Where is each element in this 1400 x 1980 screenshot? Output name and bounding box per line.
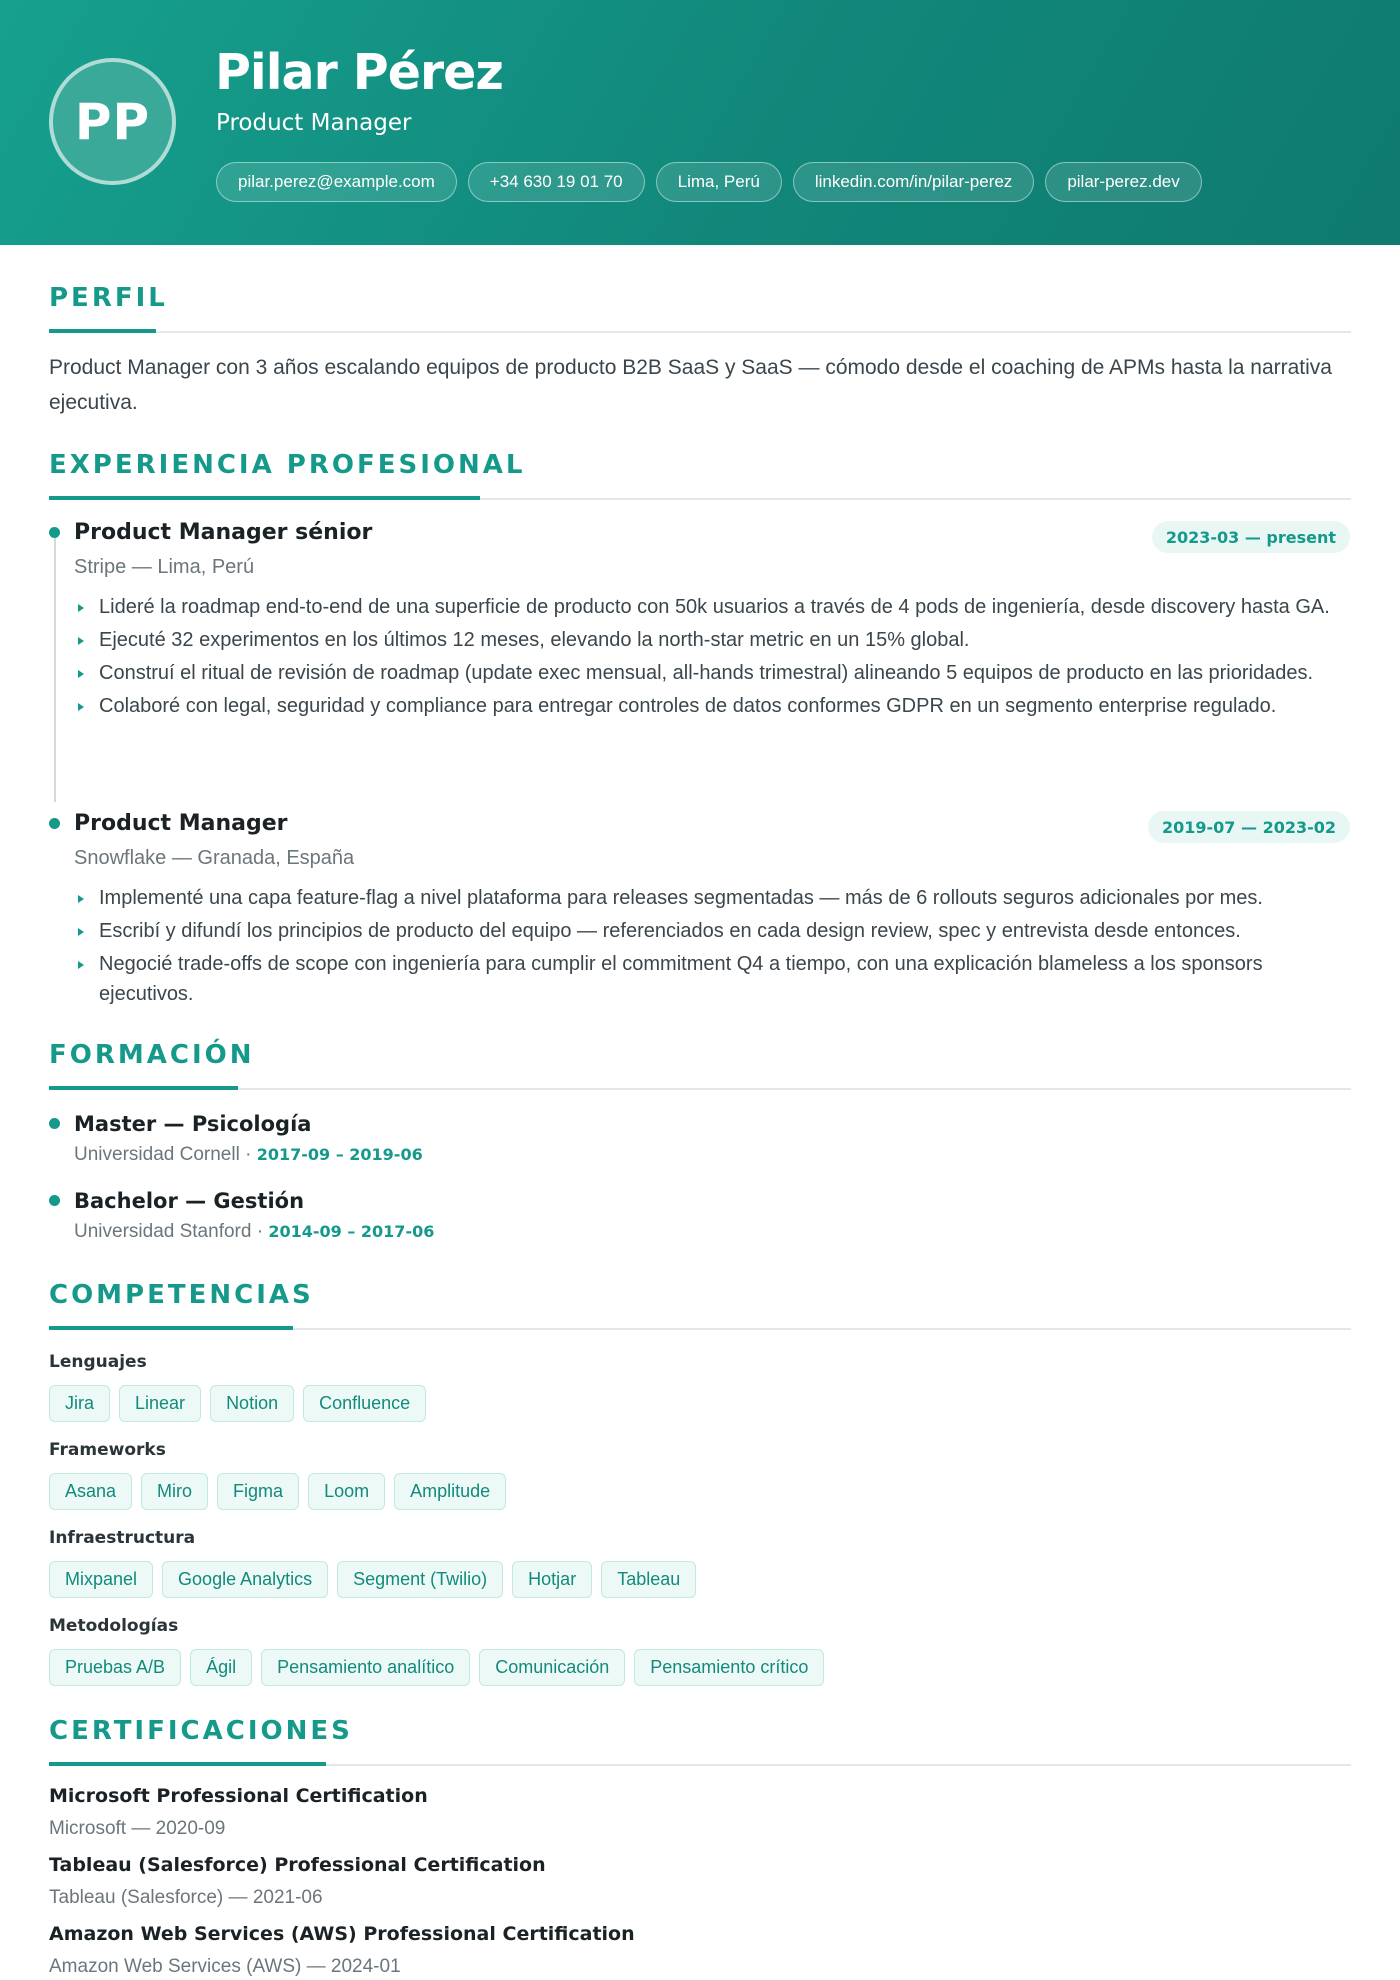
timeline-dot xyxy=(49,1195,60,1206)
timeline-dot xyxy=(49,527,60,538)
certification-name: Amazon Web Services (AWS) Professional Certification xyxy=(49,1923,635,1945)
education-meta xyxy=(74,1144,423,1166)
section-title-profile: PERFIL xyxy=(49,283,168,313)
list-item: Colaboré con legal, seguridad y compliance para entregar controles de datos conformes GDPR en un segmento enterprise regulado. xyxy=(74,691,1344,721)
job-achievements xyxy=(74,592,1344,721)
skill-tag: Amplitude xyxy=(394,1473,506,1510)
section-divider xyxy=(49,331,1351,333)
list-item: Ejecuté 32 experimentos en los últimos 12 meses, elevando la north-star metric en un 15% global. xyxy=(74,625,1344,655)
bullet-arrow-icon xyxy=(78,895,84,903)
timeline-dot xyxy=(49,818,60,829)
timeline-dot xyxy=(49,1118,60,1129)
bullet-arrow-icon xyxy=(78,604,84,612)
skill-tag: Ágil xyxy=(190,1649,252,1686)
skill-tags xyxy=(49,1385,426,1422)
timeline-line xyxy=(54,535,56,802)
skill-tags xyxy=(49,1561,696,1598)
contact-website[interactable]: pilar-perez.dev xyxy=(1045,162,1201,202)
job-title: Product Manager xyxy=(74,811,288,836)
education-degree: Master — Psicología xyxy=(74,1112,312,1136)
candidate-name: Pilar Pérez xyxy=(215,44,503,101)
bullet-arrow-icon xyxy=(78,961,84,969)
skill-group-label: Frameworks xyxy=(49,1440,166,1460)
section-divider-accent xyxy=(49,1326,293,1330)
list-item: Implementé una capa feature-flag a nivel plataforma para releases segmentadas — más de 6 rollouts seguros adicionales por mes. xyxy=(74,883,1344,913)
skill-tag: Notion xyxy=(210,1385,294,1422)
skill-tag: Loom xyxy=(308,1473,385,1510)
skill-group-label: Metodologías xyxy=(49,1616,179,1636)
education-degree: Bachelor — Gestión xyxy=(74,1189,305,1213)
job-dates: 2023-03 — present xyxy=(1152,521,1350,553)
skill-tag: Comunicación xyxy=(479,1649,625,1686)
section-divider-accent xyxy=(49,1762,326,1766)
section-title-education: FORMACIÓN xyxy=(49,1040,255,1070)
section-title-skills: COMPETENCIAS xyxy=(49,1280,314,1310)
job-company: Stripe — Lima, Perú xyxy=(74,556,255,578)
education-dates: 2017-09 – 2019-06 xyxy=(256,1145,423,1164)
list-item: Lideré la roadmap end-to-end de una superficie de producto con 50k usuarios a través de 4 pods de ingeniería, desde discovery hasta GA. xyxy=(74,592,1344,622)
skill-tag: Pensamiento crítico xyxy=(634,1649,824,1686)
certification-meta: Tableau (Salesforce) — 2021-06 xyxy=(49,1887,323,1908)
list-item: Construí el ritual de revisión de roadmap (update exec mensual, all-hands trimestral) alineando 5 equipos de producto en las prioridades. xyxy=(74,658,1344,688)
bullet-arrow-icon xyxy=(78,670,84,678)
skill-tag: Hotjar xyxy=(512,1561,592,1598)
certification-meta: Microsoft — 2020-09 xyxy=(49,1818,226,1839)
education-school: Universidad Cornell · xyxy=(74,1144,257,1165)
skill-tag: Tableau xyxy=(601,1561,696,1598)
skill-tag: Confluence xyxy=(303,1385,426,1422)
contact-location: Lima, Perú xyxy=(656,162,782,202)
skill-group-label: Lenguajes xyxy=(49,1352,147,1372)
skill-tags xyxy=(49,1649,824,1686)
section-divider-accent xyxy=(49,329,156,333)
bullet-arrow-icon xyxy=(78,928,84,936)
job-achievements xyxy=(74,883,1344,1009)
bullet-arrow-icon xyxy=(78,637,84,645)
list-item: Negocié trade-offs de scope con ingeniería para cumplir el commitment Q4 a tiempo, con una explicación blameless a los sponsors ejecutivos. xyxy=(74,949,1344,1009)
skill-tag: Linear xyxy=(119,1385,201,1422)
skill-tag: Pruebas A/B xyxy=(49,1649,181,1686)
education-dates: 2014-09 – 2017-06 xyxy=(268,1222,435,1241)
candidate-role: Product Manager xyxy=(216,110,412,136)
section-divider-accent xyxy=(49,496,480,500)
skill-tag: Jira xyxy=(49,1385,110,1422)
section-divider xyxy=(49,1088,1351,1090)
certification-name: Tableau (Salesforce) Professional Certification xyxy=(49,1854,546,1876)
skill-tag: Asana xyxy=(49,1473,132,1510)
skill-tag: Pensamiento analítico xyxy=(261,1649,470,1686)
contact-phone[interactable]: +34 630 19 01 70 xyxy=(468,162,645,202)
bullet-arrow-icon xyxy=(78,703,84,711)
section-title-experience: EXPERIENCIA PROFESIONAL xyxy=(49,450,526,480)
avatar: PP xyxy=(49,58,176,185)
skill-tag: Google Analytics xyxy=(162,1561,328,1598)
section-divider-accent xyxy=(49,1086,238,1090)
job-dates: 2019-07 — 2023-02 xyxy=(1148,811,1350,843)
contact-email[interactable]: pilar.perez@example.com xyxy=(216,162,457,202)
skill-tag: Mixpanel xyxy=(49,1561,153,1598)
list-item: Escribí y difundí los principios de producto del equipo — referenciados en cada design review, spec y entrevista desde entonces. xyxy=(74,916,1344,946)
education-meta xyxy=(74,1221,434,1243)
skill-group-label: Infraestructura xyxy=(49,1528,196,1548)
certification-meta: Amazon Web Services (AWS) — 2024-01 xyxy=(49,1956,401,1977)
section-title-certifications: CERTIFICACIONES xyxy=(49,1716,353,1746)
contact-list xyxy=(216,162,1202,202)
job-title: Product Manager sénior xyxy=(74,520,373,545)
profile-summary: Product Manager con 3 años escalando equipos de producto B2B SaaS y SaaS — cómodo desde el coaching de APMs hasta la narrativa ejecutiva. xyxy=(49,356,1332,414)
resume-header xyxy=(0,0,1400,245)
education-school: Universidad Stanford · xyxy=(74,1221,269,1242)
contact-linkedin[interactable]: linkedin.com/in/pilar-perez xyxy=(793,162,1034,202)
skill-tag: Segment (Twilio) xyxy=(337,1561,503,1598)
skill-tag: Figma xyxy=(217,1473,299,1510)
skill-tag: Miro xyxy=(141,1473,208,1510)
skill-tags xyxy=(49,1473,506,1510)
certification-name: Microsoft Professional Certification xyxy=(49,1785,428,1807)
job-company: Snowflake — Granada, España xyxy=(74,847,355,869)
